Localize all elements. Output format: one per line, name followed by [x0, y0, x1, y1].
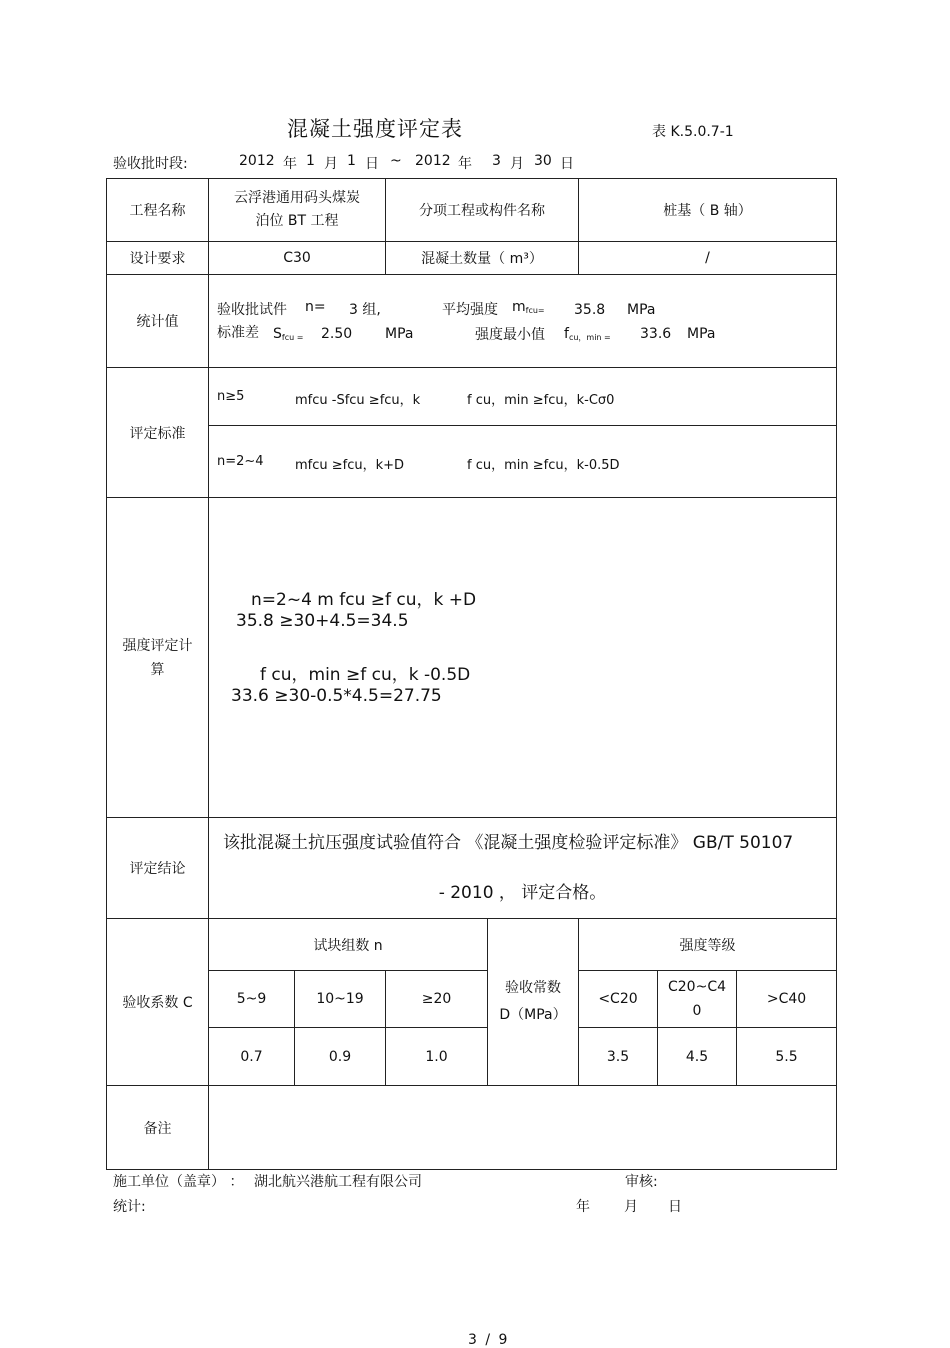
specimens-label: 验收批试件	[217, 302, 287, 318]
conclusion-cell	[209, 818, 837, 919]
design-req-label: 设计要求	[107, 242, 209, 275]
sd-unit: MPa	[385, 326, 414, 342]
conclusion-row	[107, 818, 837, 919]
calc-row	[107, 498, 837, 818]
footer-month: 月	[624, 1199, 638, 1215]
project-name-cell	[209, 179, 386, 242]
min-value: 33.6	[640, 326, 672, 342]
project-row	[107, 179, 837, 242]
period-label: 验收批时段:	[113, 156, 188, 172]
mean-symbol: $m_{fcu=}$	[512, 299, 545, 315]
c-value-10-19: 0.9	[295, 1028, 386, 1086]
end-day-unit: 日	[560, 156, 574, 172]
grade-below-c20: <C20	[579, 971, 658, 1028]
component-value: 桩基（ B 轴）	[579, 179, 837, 242]
stats-row	[107, 275, 837, 368]
sd-symbol: $S_{fcu =}$	[273, 326, 304, 342]
conclusion-line2: - 2010 ， 评定合格。	[438, 883, 607, 903]
start-year-unit: 年	[283, 156, 297, 172]
mean-label: 平均强度	[442, 302, 498, 318]
project-name-line2: 泊位 BT 工程	[255, 213, 339, 229]
criteria-cell-2	[209, 426, 837, 498]
stat-label: 统计:	[113, 1199, 146, 1215]
d-value-c20-c40: 4.5	[658, 1028, 737, 1086]
period-tilde: ~	[390, 153, 402, 169]
group-5-9: 5~9	[209, 971, 295, 1028]
criteria-label: 评定标准	[107, 368, 209, 498]
conclusion-line1: 该批混凝土抗压强度试验值符合 《混凝土强度检验评定标准》 GB/T 50107	[223, 833, 794, 853]
criteria-1-formula-a: mfcu -Sfcu ≥fcu，k	[295, 393, 421, 408]
concrete-qty-value: /	[579, 242, 837, 275]
mean-unit: MPa	[627, 302, 656, 318]
coeff-values-row	[107, 1028, 837, 1086]
sd-label: 标准差	[217, 325, 259, 341]
remarks-row	[107, 1086, 837, 1170]
remarks-label: 备注	[107, 1086, 209, 1170]
min-symbol: $f_{cu,min =}$	[564, 326, 611, 342]
end-month-unit: 月	[510, 156, 524, 172]
groups-header: 试块组数 n	[209, 919, 488, 971]
c-value-20-plus: 1.0	[386, 1028, 488, 1086]
company-label: 施工单位（盖章） ：	[113, 1174, 244, 1190]
end-year-unit: 年	[458, 156, 472, 172]
grade-above-c40: >C40	[737, 971, 837, 1028]
specimens-n-value: 3 组,	[349, 302, 381, 318]
group-10-19: 10~19	[295, 971, 386, 1028]
end-day: 30	[534, 153, 552, 169]
concrete-strength-table	[106, 178, 837, 1170]
stats-label: 统计值	[107, 275, 209, 368]
coeff-header-row	[107, 919, 837, 971]
concrete-qty-label: 混凝土数量（ m³）	[386, 242, 579, 275]
start-year: 2012	[239, 153, 275, 169]
conclusion-label: 评定结论	[107, 818, 209, 919]
criteria-1-n: n≥5	[217, 389, 245, 404]
start-month: 1	[306, 153, 315, 169]
d-label-line1: 验收常数	[505, 980, 561, 996]
form-number: 表 K.5.0.7-1	[652, 124, 734, 140]
design-row	[107, 242, 837, 275]
criteria-cell-1	[209, 368, 837, 426]
calc-line-2: 35.8 ≥30+4.5=34.5	[236, 611, 409, 631]
project-name-line1: 云浮港通用码头煤炭	[234, 190, 360, 206]
criteria-2-formula-b: f cu，min ≥fcu，k-0.5D	[467, 458, 620, 473]
component-label: 分项工程或构件名称	[386, 179, 579, 242]
calc-label-line2: 算	[150, 661, 165, 678]
company-name: 湖北航兴港航工程有限公司	[254, 1174, 422, 1190]
d-label-cell	[488, 919, 579, 1086]
min-unit: MPa	[687, 326, 716, 342]
project-name-label: 工程名称	[107, 179, 209, 242]
coeff-keys-row	[107, 971, 837, 1028]
remarks-value	[209, 1086, 837, 1170]
sd-value: 2.50	[321, 326, 353, 342]
group-20-plus: ≥20	[386, 971, 488, 1028]
design-req-value: C30	[209, 242, 386, 275]
specimens-n-eq: n=	[305, 299, 326, 315]
d-value-above-c40: 5.5	[737, 1028, 837, 1086]
footer-year: 年	[576, 1199, 590, 1215]
page-number: 3 / 9	[468, 1332, 510, 1348]
calc-line-4: 33.6 ≥30-0.5*4.5=27.75	[231, 686, 442, 706]
footer-day: 日	[668, 1199, 682, 1215]
d-value-below-c20: 3.5	[579, 1028, 658, 1086]
stats-cell	[209, 275, 837, 368]
start-month-unit: 月	[324, 156, 338, 172]
acceptance-period	[113, 153, 593, 171]
start-day: 1	[347, 153, 356, 169]
grade-c20-c40: C20~C40	[658, 971, 737, 1028]
coeff-label: 验收系数 C	[107, 919, 209, 1086]
calc-label-line1: 强度评定计	[122, 637, 193, 654]
form-title: 混凝土强度评定表	[287, 117, 463, 141]
min-label: 强度最小值	[475, 327, 545, 343]
start-day-unit: 日	[365, 156, 379, 172]
calc-line-1: n=2~4 m fcu ≥f cu，k +D	[251, 590, 477, 610]
c-value-5-9: 0.7	[209, 1028, 295, 1086]
calc-label	[107, 498, 209, 818]
end-month: 3	[492, 153, 501, 169]
end-year: 2012	[415, 153, 451, 169]
d-label-line2: D（MPa）	[499, 1007, 567, 1023]
calc-cell	[209, 498, 837, 818]
mean-value: 35.8	[574, 302, 606, 318]
calc-line-3: f cu，min ≥f cu，k -0.5D	[260, 665, 471, 685]
criteria-row-1	[107, 368, 837, 426]
criteria-1-formula-b: f cu，min ≥fcu，k-Cσ0	[467, 393, 615, 408]
grade-header: 强度等级	[579, 919, 837, 971]
criteria-2-n: n=2~4	[217, 454, 264, 469]
criteria-2-formula-a: mfcu ≥fcu，k+D	[295, 458, 405, 473]
criteria-row-2	[107, 426, 837, 498]
review-label: 审核:	[625, 1174, 658, 1190]
